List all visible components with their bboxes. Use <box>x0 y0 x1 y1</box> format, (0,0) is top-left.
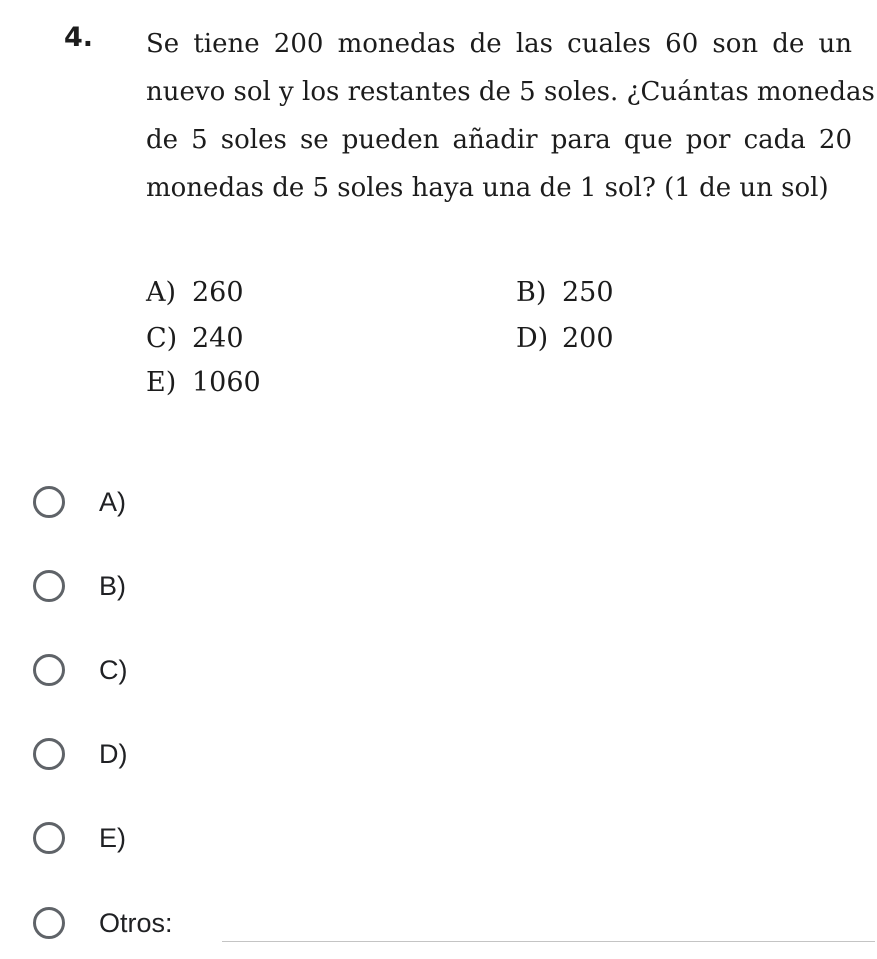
other-label: Otros: <box>99 907 173 938</box>
radio-button[interactable] <box>33 822 65 854</box>
radio-button[interactable] <box>33 654 65 686</box>
radio-label: E) <box>99 822 126 853</box>
radio-button[interactable] <box>33 486 65 518</box>
choice-value: 200 <box>562 323 614 354</box>
choice-value: 1060 <box>192 367 261 398</box>
radio-label: A) <box>99 486 126 517</box>
choice-d <box>516 323 614 354</box>
radio-option-e[interactable] <box>0 808 877 868</box>
radio-button[interactable] <box>33 907 65 939</box>
question-number: 4. <box>64 22 94 53</box>
radio-label: D) <box>99 738 128 769</box>
question-line: de 5 soles se pueden añadir para que por cada 20 <box>146 125 852 155</box>
question-line: Se tiene 200 monedas de las cuales 60 son de un <box>146 29 852 59</box>
choice-letter: C) <box>146 323 178 354</box>
radio-button[interactable] <box>33 570 65 602</box>
choice-letter: E) <box>146 367 177 398</box>
choice-letter: B) <box>516 277 547 308</box>
choice-value: 260 <box>192 277 244 308</box>
radio-option-b[interactable] <box>0 556 877 616</box>
choice-letter: D) <box>516 323 549 354</box>
radio-button[interactable] <box>33 738 65 770</box>
choice-value: 250 <box>562 277 614 308</box>
choice-a <box>146 277 244 308</box>
radio-label: C) <box>99 654 128 685</box>
choice-value: 240 <box>192 323 244 354</box>
question-line: monedas de 5 soles haya una de 1 sol? (1 de un sol) <box>146 173 829 203</box>
radio-option-c[interactable] <box>0 640 877 700</box>
question-text <box>146 20 875 212</box>
choice-b <box>516 277 614 308</box>
choice-e <box>146 367 261 398</box>
radio-option-d[interactable] <box>0 724 877 784</box>
question-line: nuevo sol y los restantes de 5 soles. ¿Cuántas monedas <box>146 77 875 107</box>
choice-c <box>146 323 244 354</box>
other-input[interactable] <box>222 913 875 942</box>
question-image <box>0 0 877 430</box>
radio-label: B) <box>99 570 126 601</box>
choice-letter: A) <box>146 277 177 308</box>
radio-option-a[interactable] <box>0 472 877 532</box>
